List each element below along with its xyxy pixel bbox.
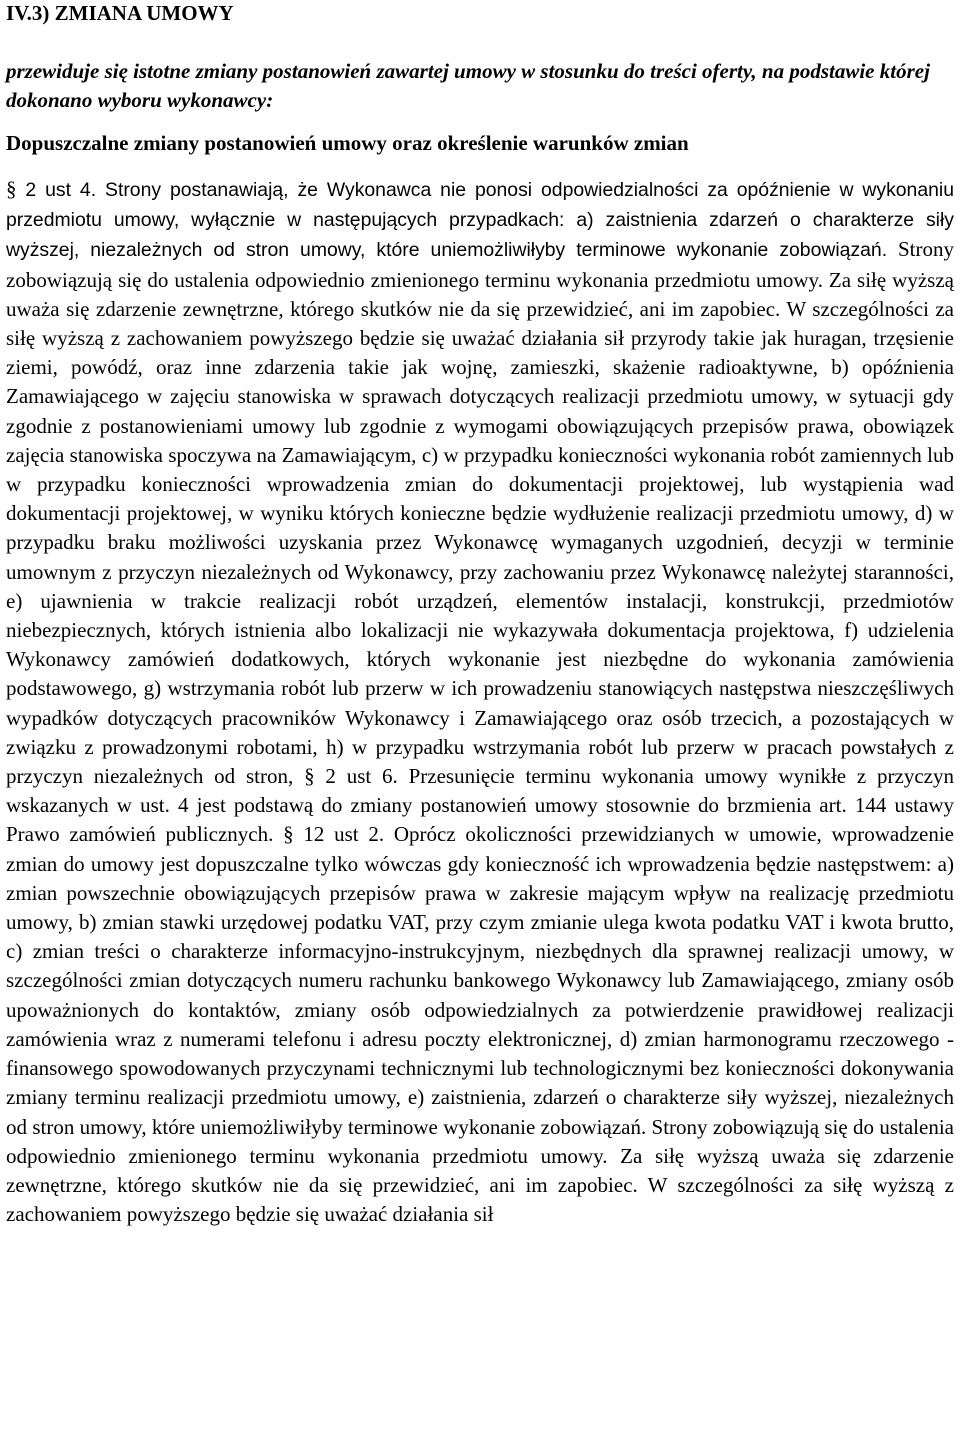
body-part-6: 12 ust 2. Oprócz okoliczności przewidzianych w umowie, wprowadzenie zmian do umowy jest dopuszczalne tylko wówczas gdy konieczność ich wprowadzenia będzie następstwem: a) zmian powszechnie obowiązujących przepisów prawa w zakresie mającym wpływ na realizację przedmiotu umowy, b) zmian stawki urzędowej podatku VAT, przy czym zmianie ulega kwota podatku VAT i kwota brutto, c) zmian treści o charakterze informacyjno-instrukcyjnym, niezbędnych dla sprawnej realizacji umowy, w szczególności zmian dotyczących numeru rachunku bankowego Wykonawcy lub Zamawiającego, zmiany osób upoważnionych do kontaktów, zmiany osób odpowiedzialnych za potwierdzenie prawidłowej realizacji zamówienia wraz z numerami telefonu i adresu poczty elektronicznej, d) zmian harmonogramu rzeczowego - finansowego spowodowanych przyczynami technicznymi lub technologicznymi bez konieczności dokonywania zmiany terminu realizacji przedmiotu umowy, e) zaistnienia, zdarzeń o charakterze siły wyższej, niezależnych od stron umowy, które uniemożliwiłyby terminowe wykonanie zobowiązań. Strony zobowiązują się do ustalenia odpowiednio zmienionego terminu wykonania przedmiotu umowy. Za siłę wyższą uważa się zdarzenie zewnętrzne, którego skutków nie da się przewidzieć, ani im zapobiec. W szczególności za siłę wyższą z zachowaniem powyższego będzie się uważać działania sił [6, 822, 954, 1227]
body-part-3: Za siłę wyższą uważa się zdarzenie zewnętrzne, którego skutków nie da się przewidzieć, ani im zapobiec. [6, 267, 954, 321]
section-sign-icon: § [283, 822, 294, 847]
section-heading: IV.3) ZMIANA UMOWY [6, 1, 234, 25]
body-part-4: W szczególności za siłę wyższą z zachowaniem powyższego będzie się uważać działania sił przyrody takie jak huragan, trzęsienie ziemi, powódź, oraz inne zdarzenia takie jak wojnę, zamieszki, skażenie radioaktywne, b) opóźnienia Zamawiającego w zajęciu stanowiska w sprawach dotyczących realizacji przedmiotu umowy, w sytuacji gdy zgodnie z postanowieniami umowy lub zgodnie z wymogami obowiązujących przepisów prawa, obowiązek zajęcia stanowiska spoczywa na Zamawiającym, c) w przypadku konieczności wykonania robót zamiennych lub w przypadku konieczności wprowadzenia zmian do dokumentacji projektowej, lub wystąpienia wad dokumentacji projektowej, w wyniku których konieczne będzie wydłużenie realizacji przedmiotu umowy, d) w przypadku braku możliwości uzyskania przez Wykonawcę wymaganych uzgodnień, decyzji w terminie umownym z przyczyn niezależnych od Wykonawcy, przy zachowaniu przez Wykonawcę należytej staranności, e) ujawnienia w trakcie realizacji robót urządzeń, elementów instalacji, konstrukcji, przedmiotów niebezpiecznych, których istnienia albo lokalizacji nie wykazywała dokumentacja projektowa, f) udzielenia Wykonawcy zamówień dodatkowych, których wykonanie jest niezbędne do wykonania zamówienia podstawowego, g) wstrzymania robót lub przerw w ich prowadzeniu stanowiących następstwa nieszczęśliwych wypadków dotyczących pracowników Wykonawcy i Zamawiającego oraz osób trzecich, a pozostających w związku z prowadzonymi robotami, h) w przypadku wstrzymania robót lub przerw w pracach powstałych z przyczyn niezależnych od stron, [6, 296, 955, 789]
body-part-5: 2 ust 6. Przesunięcie terminu wykonania umowy wynikłe z przyczyn wskazanych w ust. 4 jest podstawą do zmiany postanowień umowy stosownie do brzmienia art. 144 ustawy Prawo zamówień publicznych. [6, 764, 955, 847]
section-subheading: Dopuszczalne zmiany postanowień umowy oraz określenie warunków zmian [6, 131, 689, 155]
section-sign-icon: § [6, 177, 17, 201]
section-lead: przewiduje się istotne zmiany postanowień zawartej umowy w stosunku do treści oferty, na podstawie której dokonano wyboru wykonawcy: [6, 59, 930, 112]
body-part-1: 2 ust 4. Strony postanawiają, że Wykonawca nie ponosi odpowiedzialności za opóźnienie w wykonaniu przedmiotu umowy, wyłącznie w następujących przypadkach: a) zaistnienia zdarzeń o charakterze siły wyższej, niezależnych od stron umowy, które uniemożliwiłyby terminowe wykonanie zobowiązań. [6, 179, 954, 262]
section-sign-icon: § [304, 764, 315, 789]
section-body [6, 175, 954, 1229]
body-part-2: Strony zobowiązują się do ustalenia odpowiednio zmienionego terminu wykonania przedmiotu umowy. [6, 237, 954, 292]
